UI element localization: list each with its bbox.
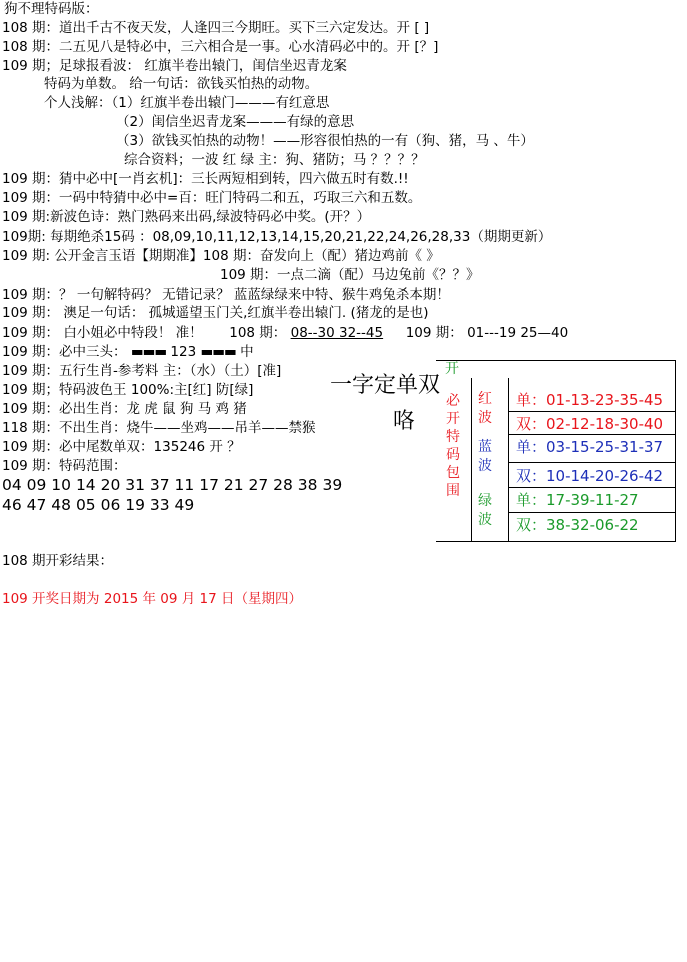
blue-odd-row: 单：03-15-25-31-37 (516, 438, 664, 456)
text-line: 109 期：必出生肖：龙 虎 鼠 狗 马 鸡 猪 (2, 401, 247, 417)
text-line: 109 期：特码范围： (2, 458, 127, 474)
text-line: 109 期；特码波色王 100%:主[红] 防[绿] (2, 382, 254, 398)
text-line: 108 期：二五见八是特必中，三六相合是一事。心水清码必中的。开 [？] (2, 39, 439, 55)
kill-15-line: 109期: 每期绝杀15码 ：08,09,10,11,12,13,14,15,20,21,22,24,26,28,33（期期更新） (2, 229, 552, 245)
text-line: 109 期：五行生肖-参考料 主：（水）（土）[准] (2, 363, 282, 379)
number-range-row: 46 47 48 05 06 19 33 49 (2, 496, 195, 514)
red-odd-row: 单：01-13-23-35-45 (516, 391, 664, 409)
big-headline: 一字定单双 (330, 373, 441, 398)
range-109-label: 109 期： (405, 325, 463, 341)
text-line: 109 期：？ 一句解特码？ 无错记录？ 蓝蓝绿绿来中特、猴牛鸡兔杀本期！ (2, 287, 450, 303)
text-line: 109 期:新波色诗：熟门熟码来出码,绿波特码必中奖。(开？） (2, 209, 371, 225)
range-prefix: 109 期： 白小姐必中特段！ 准！ (2, 325, 203, 341)
page-title: 狗不理特码版： (4, 1, 99, 17)
red-wave-label: 红波 (478, 391, 492, 426)
range-109-value: 01---19 25—40 (467, 325, 569, 341)
range-line (2, 324, 568, 342)
blue-even-row: 双：10-14-20-26-42 (516, 467, 664, 485)
result-label: 108 期开彩结果： (2, 553, 114, 569)
text-line: 118 期：不出生肖：烧牛——坐鸡——吊羊——禁猴 (2, 420, 316, 436)
text-line: （3）欲钱买怕热的动物！——形容很怕热的一有（狗、猪，马 、牛） (116, 133, 534, 149)
three-heads-prefix: 109 期：必中三头： (2, 344, 127, 360)
range-108-label: 108 期： (229, 325, 287, 341)
wave-panel (436, 360, 676, 542)
green-wave-label: 绿波 (478, 493, 492, 528)
panel-open-label: 开 (445, 361, 459, 377)
three-heads-suffix: 中 (240, 344, 254, 360)
red-even-row: 双：02-12-18-30-40 (516, 415, 664, 433)
text-line: 109 期: 公开金言玉语【期期准】108 期：奋发向上（配）猪边鸡前《 》 (2, 248, 440, 264)
text-line: 个人浅解：（1）红旗半卷出辕门———有红意思 (44, 95, 330, 111)
text-line: 109 期： 澳足一句话： 孤城遥望玉门关,红旗半卷出辕门. (猪龙的是也) (2, 305, 429, 321)
bar-glyphs-left: ▬▬▬ (130, 344, 167, 360)
text-line: 109 期：一点二滴（配）马边兔前《？？》 (220, 267, 480, 283)
panel-vertical-label: 必开特码包围 (446, 393, 460, 499)
text-line: 109 期：一码中特猜中必中=百：旺门特码二和五，巧取三六和五数。 (2, 190, 422, 206)
draw-date: 109 开奖日期为 2015 年 09 月 17 日（星期四） (2, 591, 303, 607)
three-heads-line (2, 343, 254, 361)
green-odd-row: 单：17-39-11-27 (516, 491, 639, 509)
text-line: 108 期：道出千古不夜天发，人逢四三今期旺。买下三六定发达。开 [ ] (2, 20, 430, 36)
text-line: （2）闺信坐迟青龙案———有绿的意思 (116, 114, 355, 130)
three-heads-digits: 123 (170, 344, 197, 360)
number-range-row: 04 09 10 14 20 31 37 11 17 21 27 28 38 39 (2, 476, 343, 494)
text-line: 综合资料；一波 红 绿 主：狗、猪防；马 ？？？？ (124, 152, 425, 168)
range-108-value: 08--30 32--45 (290, 325, 384, 341)
text-line: 109 期：猜中必中[一肖玄机]：三长两短相到转，四六做五时有数.!! (2, 171, 409, 187)
bar-glyphs-right: ▬▬▬ (200, 344, 236, 360)
text-line: 109 期：必中尾数单双：135246 开 ？ (2, 439, 241, 455)
text-line: 特码为单数。 给一句话：欲钱买怕热的动物。 (44, 76, 319, 92)
blue-wave-label: 蓝波 (478, 439, 492, 474)
big-headline-2: 咯 (393, 409, 416, 434)
text-line: 109 期；足球报看波： 红旗半卷出辕门，闺信坐迟青龙案 (2, 58, 347, 74)
green-even-row: 双：38-32-06-22 (516, 516, 639, 534)
